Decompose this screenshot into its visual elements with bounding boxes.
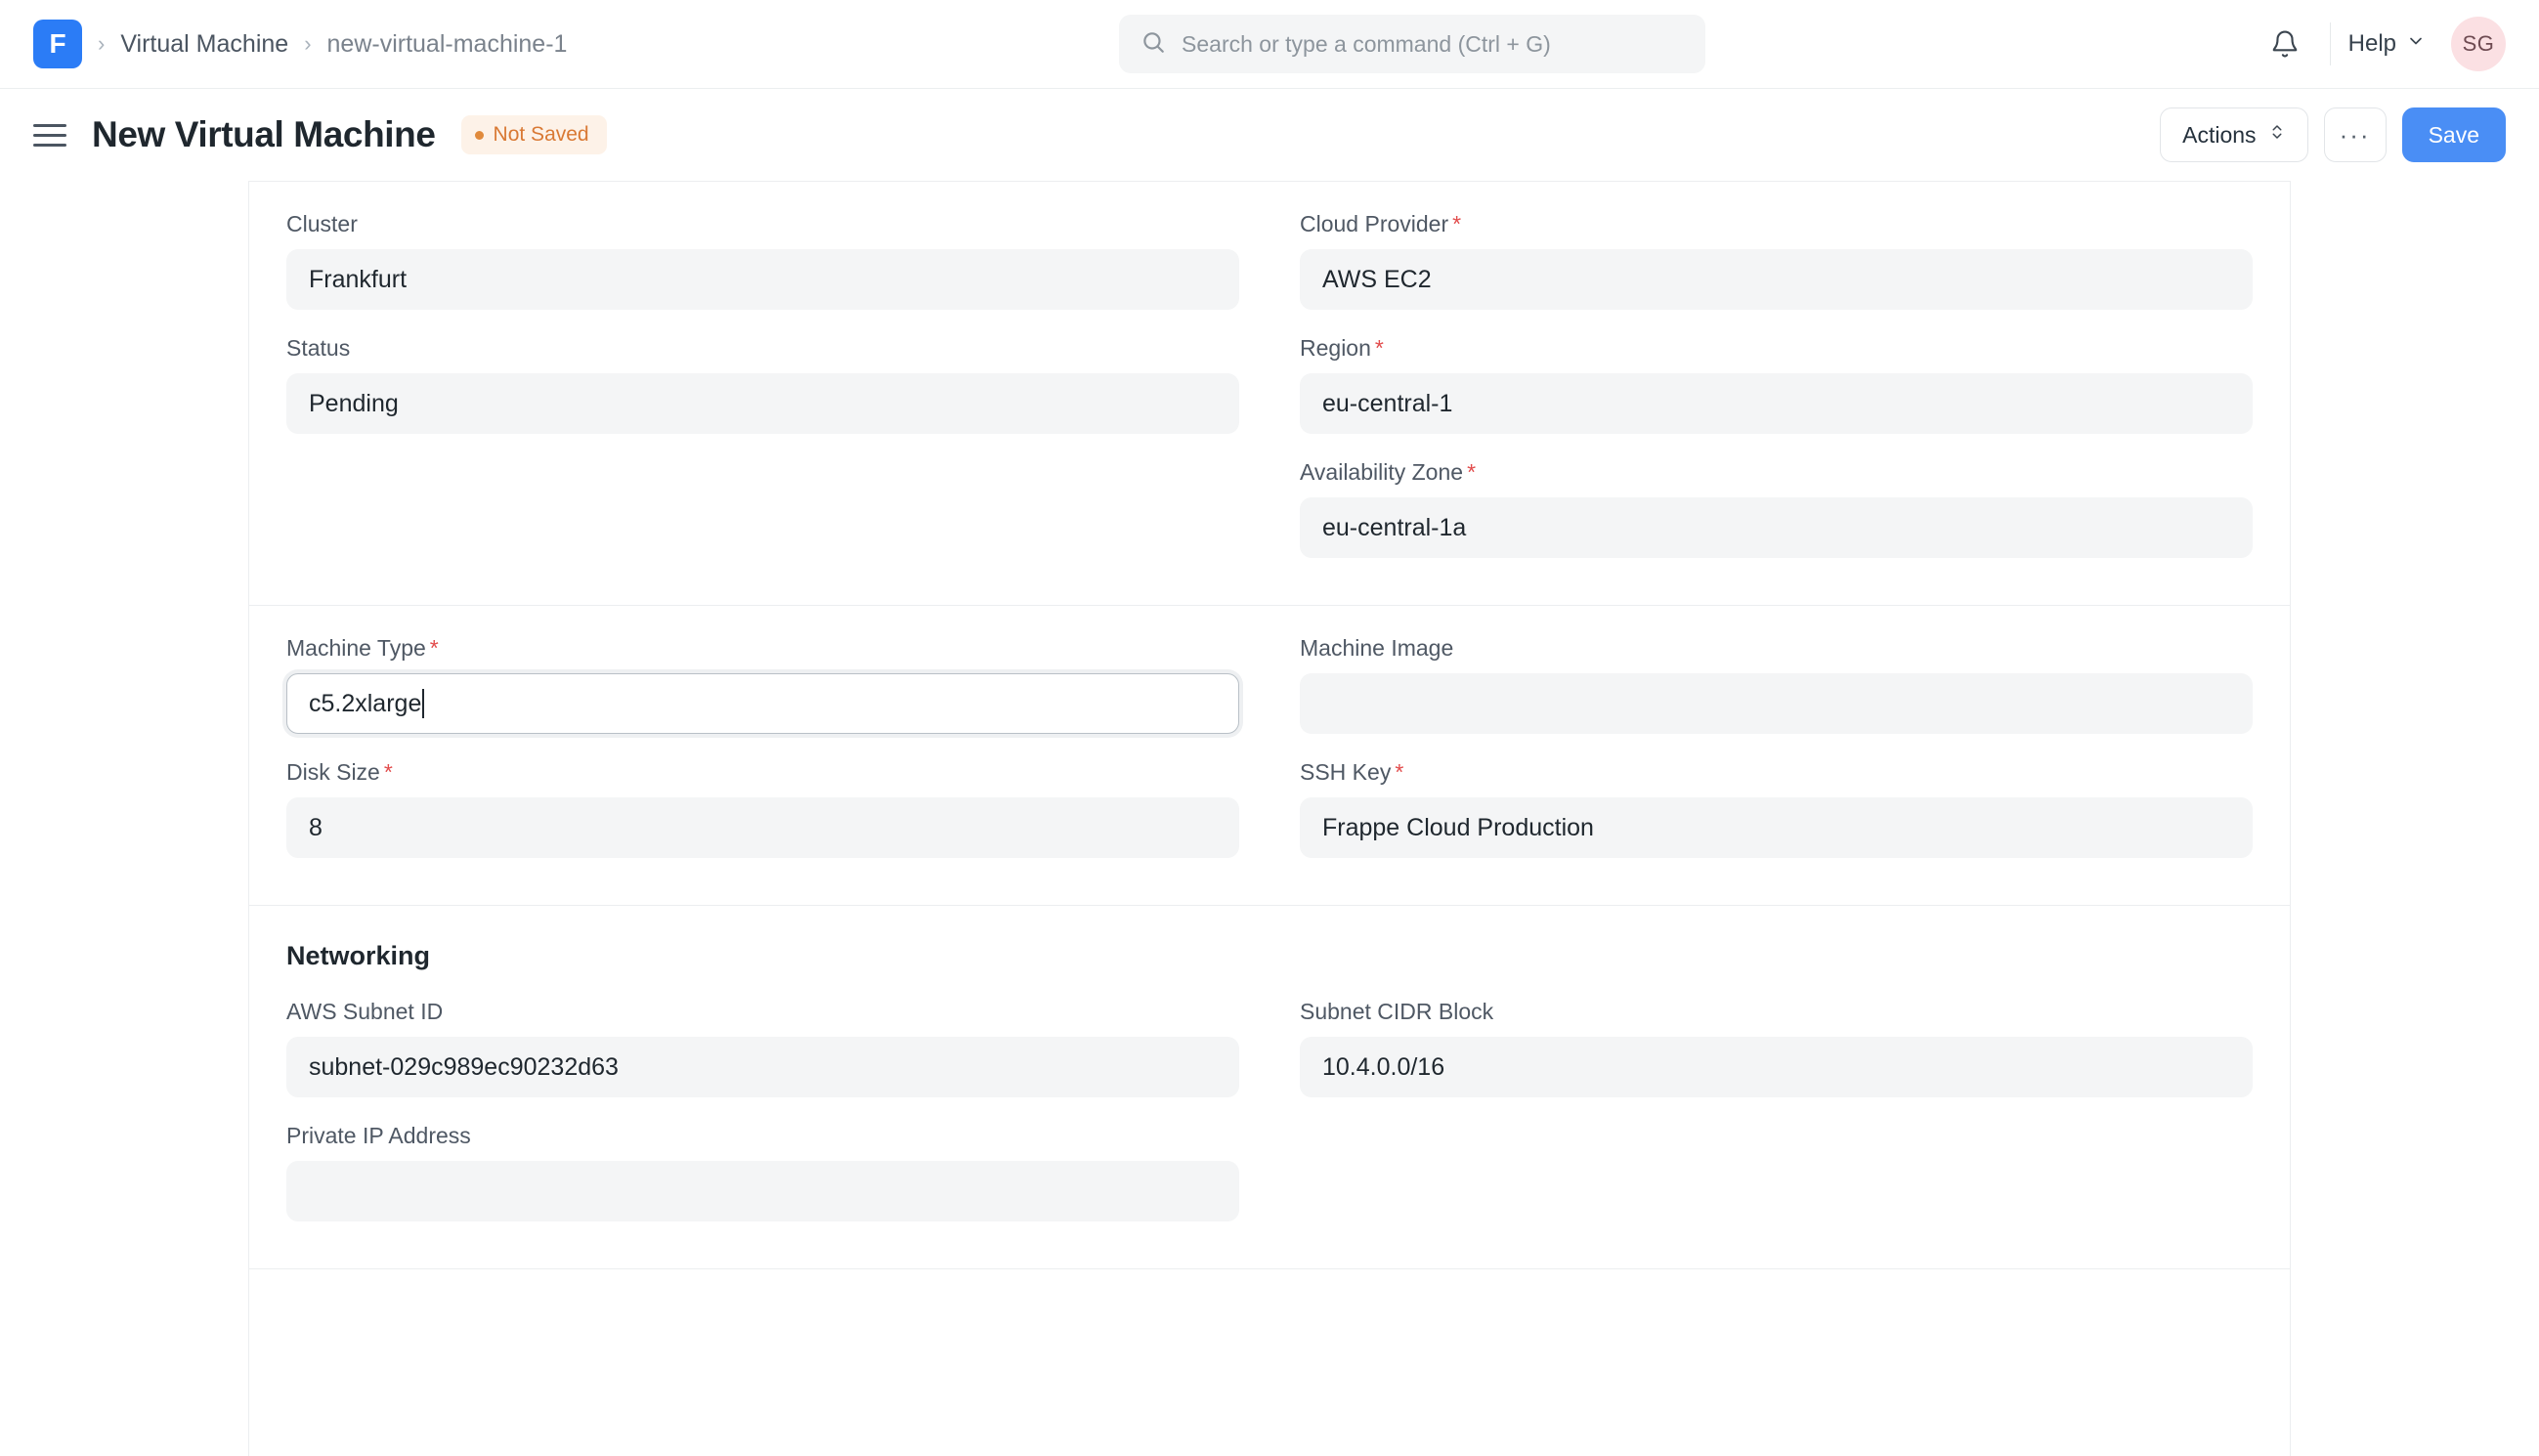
- field-subnet-cidr-block-label-text: Subnet CIDR Block: [1300, 999, 1494, 1024]
- field-subnet-cidr-block-label: [1300, 999, 2253, 1025]
- form-grid-general: [286, 211, 2253, 583]
- sidebar-toggle-icon[interactable]: [33, 124, 66, 147]
- form-card: [248, 181, 2291, 1456]
- form-section-machine: [249, 606, 2290, 906]
- app-logo[interactable]: [33, 20, 82, 68]
- field-private-ip-address: [286, 1123, 1239, 1221]
- status-badge-label: Not Saved: [493, 123, 589, 146]
- field-region: [1300, 335, 2253, 434]
- bell-icon[interactable]: [2258, 17, 2312, 71]
- page-header: [0, 89, 2539, 181]
- field-region-label-text: Region: [1300, 335, 1371, 361]
- field-private-ip-address-label: [286, 1123, 1239, 1149]
- form-column-right: [1300, 211, 2253, 583]
- field-disk-size-input[interactable]: 8: [286, 797, 1239, 858]
- actions-button[interactable]: [2160, 107, 2307, 162]
- chevron-down-icon: [2406, 30, 2426, 58]
- field-cloud-provider-label-text: Cloud Provider: [1300, 211, 1449, 236]
- actions-button-label: Actions: [2182, 121, 2257, 148]
- field-cluster-input[interactable]: Frankfurt: [286, 249, 1239, 310]
- field-aws-subnet-id-input[interactable]: subnet-029c989ec90232d63: [286, 1037, 1239, 1097]
- required-marker-icon: *: [1395, 759, 1404, 785]
- field-ssh-key-label-text: SSH Key: [1300, 759, 1392, 785]
- breadcrumb-separator-icon: ›: [98, 31, 106, 56]
- field-disk-size: [286, 759, 1239, 858]
- form-column-right-machine: [1300, 635, 2253, 883]
- field-ssh-key-input[interactable]: Frappe Cloud Production: [1300, 797, 2253, 858]
- field-aws-subnet-id-label-text: AWS Subnet ID: [286, 999, 444, 1024]
- page-title: New Virtual Machine: [92, 114, 436, 154]
- field-ssh-key-label: [1300, 759, 2253, 786]
- avatar-initials: SG: [2462, 31, 2495, 56]
- field-cloud-provider: [1300, 211, 2253, 310]
- help-label: Help: [2347, 30, 2396, 57]
- field-cloud-provider-label: [1300, 211, 2253, 237]
- more-options-label: ···: [2339, 119, 2371, 150]
- field-availability-zone: [1300, 459, 2253, 558]
- form-column-left-networking: [286, 999, 1239, 1247]
- field-aws-subnet-id: [286, 999, 1239, 1097]
- field-availability-zone-input[interactable]: eu-central-1a: [1300, 497, 2253, 558]
- field-subnet-cidr-block: [1300, 999, 2253, 1097]
- app-logo-letter: F: [49, 28, 66, 59]
- required-marker-icon: *: [383, 759, 393, 785]
- required-marker-icon: *: [429, 635, 439, 661]
- field-region-input[interactable]: eu-central-1: [1300, 373, 2253, 434]
- field-availability-zone-label-text: Availability Zone: [1300, 459, 1464, 485]
- field-machine-image: [1300, 635, 2253, 734]
- form-section-networking: [249, 906, 2290, 1269]
- field-machine-type-label-text: Machine Type: [286, 635, 426, 661]
- field-aws-subnet-id-label: [286, 999, 1239, 1025]
- breadcrumb-separator-icon-2: ›: [304, 31, 312, 56]
- field-machine-image-label: [1300, 635, 2253, 662]
- form-scroll-area[interactable]: [0, 181, 2539, 1456]
- field-ssh-key: [1300, 759, 2253, 858]
- field-status: [286, 335, 1239, 434]
- breadcrumb-item-current: new-virtual-machine-1: [326, 29, 568, 58]
- search-icon: [1140, 29, 1166, 60]
- section-title-networking: Networking: [286, 941, 431, 970]
- field-private-ip-address-input[interactable]: [286, 1161, 1239, 1221]
- form-column-right-networking: [1300, 999, 2253, 1247]
- field-availability-zone-label: [1300, 459, 2253, 486]
- field-machine-image-input[interactable]: [1300, 673, 2253, 734]
- more-options-button[interactable]: [2324, 107, 2387, 162]
- field-region-label: [1300, 335, 2253, 362]
- field-status-input[interactable]: Pending: [286, 373, 1239, 434]
- field-machine-type: [286, 635, 1239, 734]
- breadcrumb-item-virtual-machine[interactable]: Virtual Machine: [120, 29, 289, 58]
- field-machine-image-label-text: Machine Image: [1300, 635, 1454, 661]
- field-machine-type-input[interactable]: [286, 673, 1239, 734]
- field-machine-type-value: c5.2xlarge: [309, 689, 422, 717]
- status-dot-icon: [475, 131, 484, 140]
- field-cluster-label-text: Cluster: [286, 211, 358, 236]
- save-button[interactable]: [2402, 107, 2506, 162]
- form-grid-machine: [286, 635, 2253, 883]
- field-machine-type-label: [286, 635, 1239, 662]
- navbar-divider: [2330, 22, 2331, 65]
- avatar[interactable]: [2451, 17, 2506, 71]
- required-marker-icon: *: [1452, 211, 1462, 236]
- field-cloud-provider-input[interactable]: AWS EC2: [1300, 249, 2253, 310]
- field-subnet-cidr-block-input[interactable]: 10.4.0.0/16: [1300, 1037, 2253, 1097]
- save-button-label: Save: [2428, 121, 2479, 148]
- page-header-actions: [2160, 107, 2506, 162]
- top-navbar: [0, 0, 2539, 89]
- status-badge: [461, 115, 607, 154]
- field-disk-size-label: [286, 759, 1239, 786]
- form-column-left: [286, 211, 1239, 583]
- required-marker-icon: *: [1374, 335, 1384, 361]
- form-grid-networking: [286, 999, 2253, 1247]
- search-input[interactable]: [1119, 15, 1705, 73]
- field-status-label: [286, 335, 1239, 362]
- chevron-updown-icon: [2268, 121, 2286, 149]
- help-menu[interactable]: [2348, 30, 2426, 58]
- field-cluster-label: [286, 211, 1239, 237]
- field-cluster: [286, 211, 1239, 310]
- field-private-ip-address-label-text: Private IP Address: [286, 1123, 471, 1148]
- required-marker-icon: *: [1467, 459, 1477, 485]
- form-column-left-machine: [286, 635, 1239, 883]
- search-placeholder: Search or type a command (Ctrl + G): [1182, 30, 1551, 57]
- form-section-general: [249, 182, 2290, 606]
- field-status-label-text: Status: [286, 335, 351, 361]
- text-caret: [422, 689, 424, 718]
- field-disk-size-label-text: Disk Size: [286, 759, 380, 785]
